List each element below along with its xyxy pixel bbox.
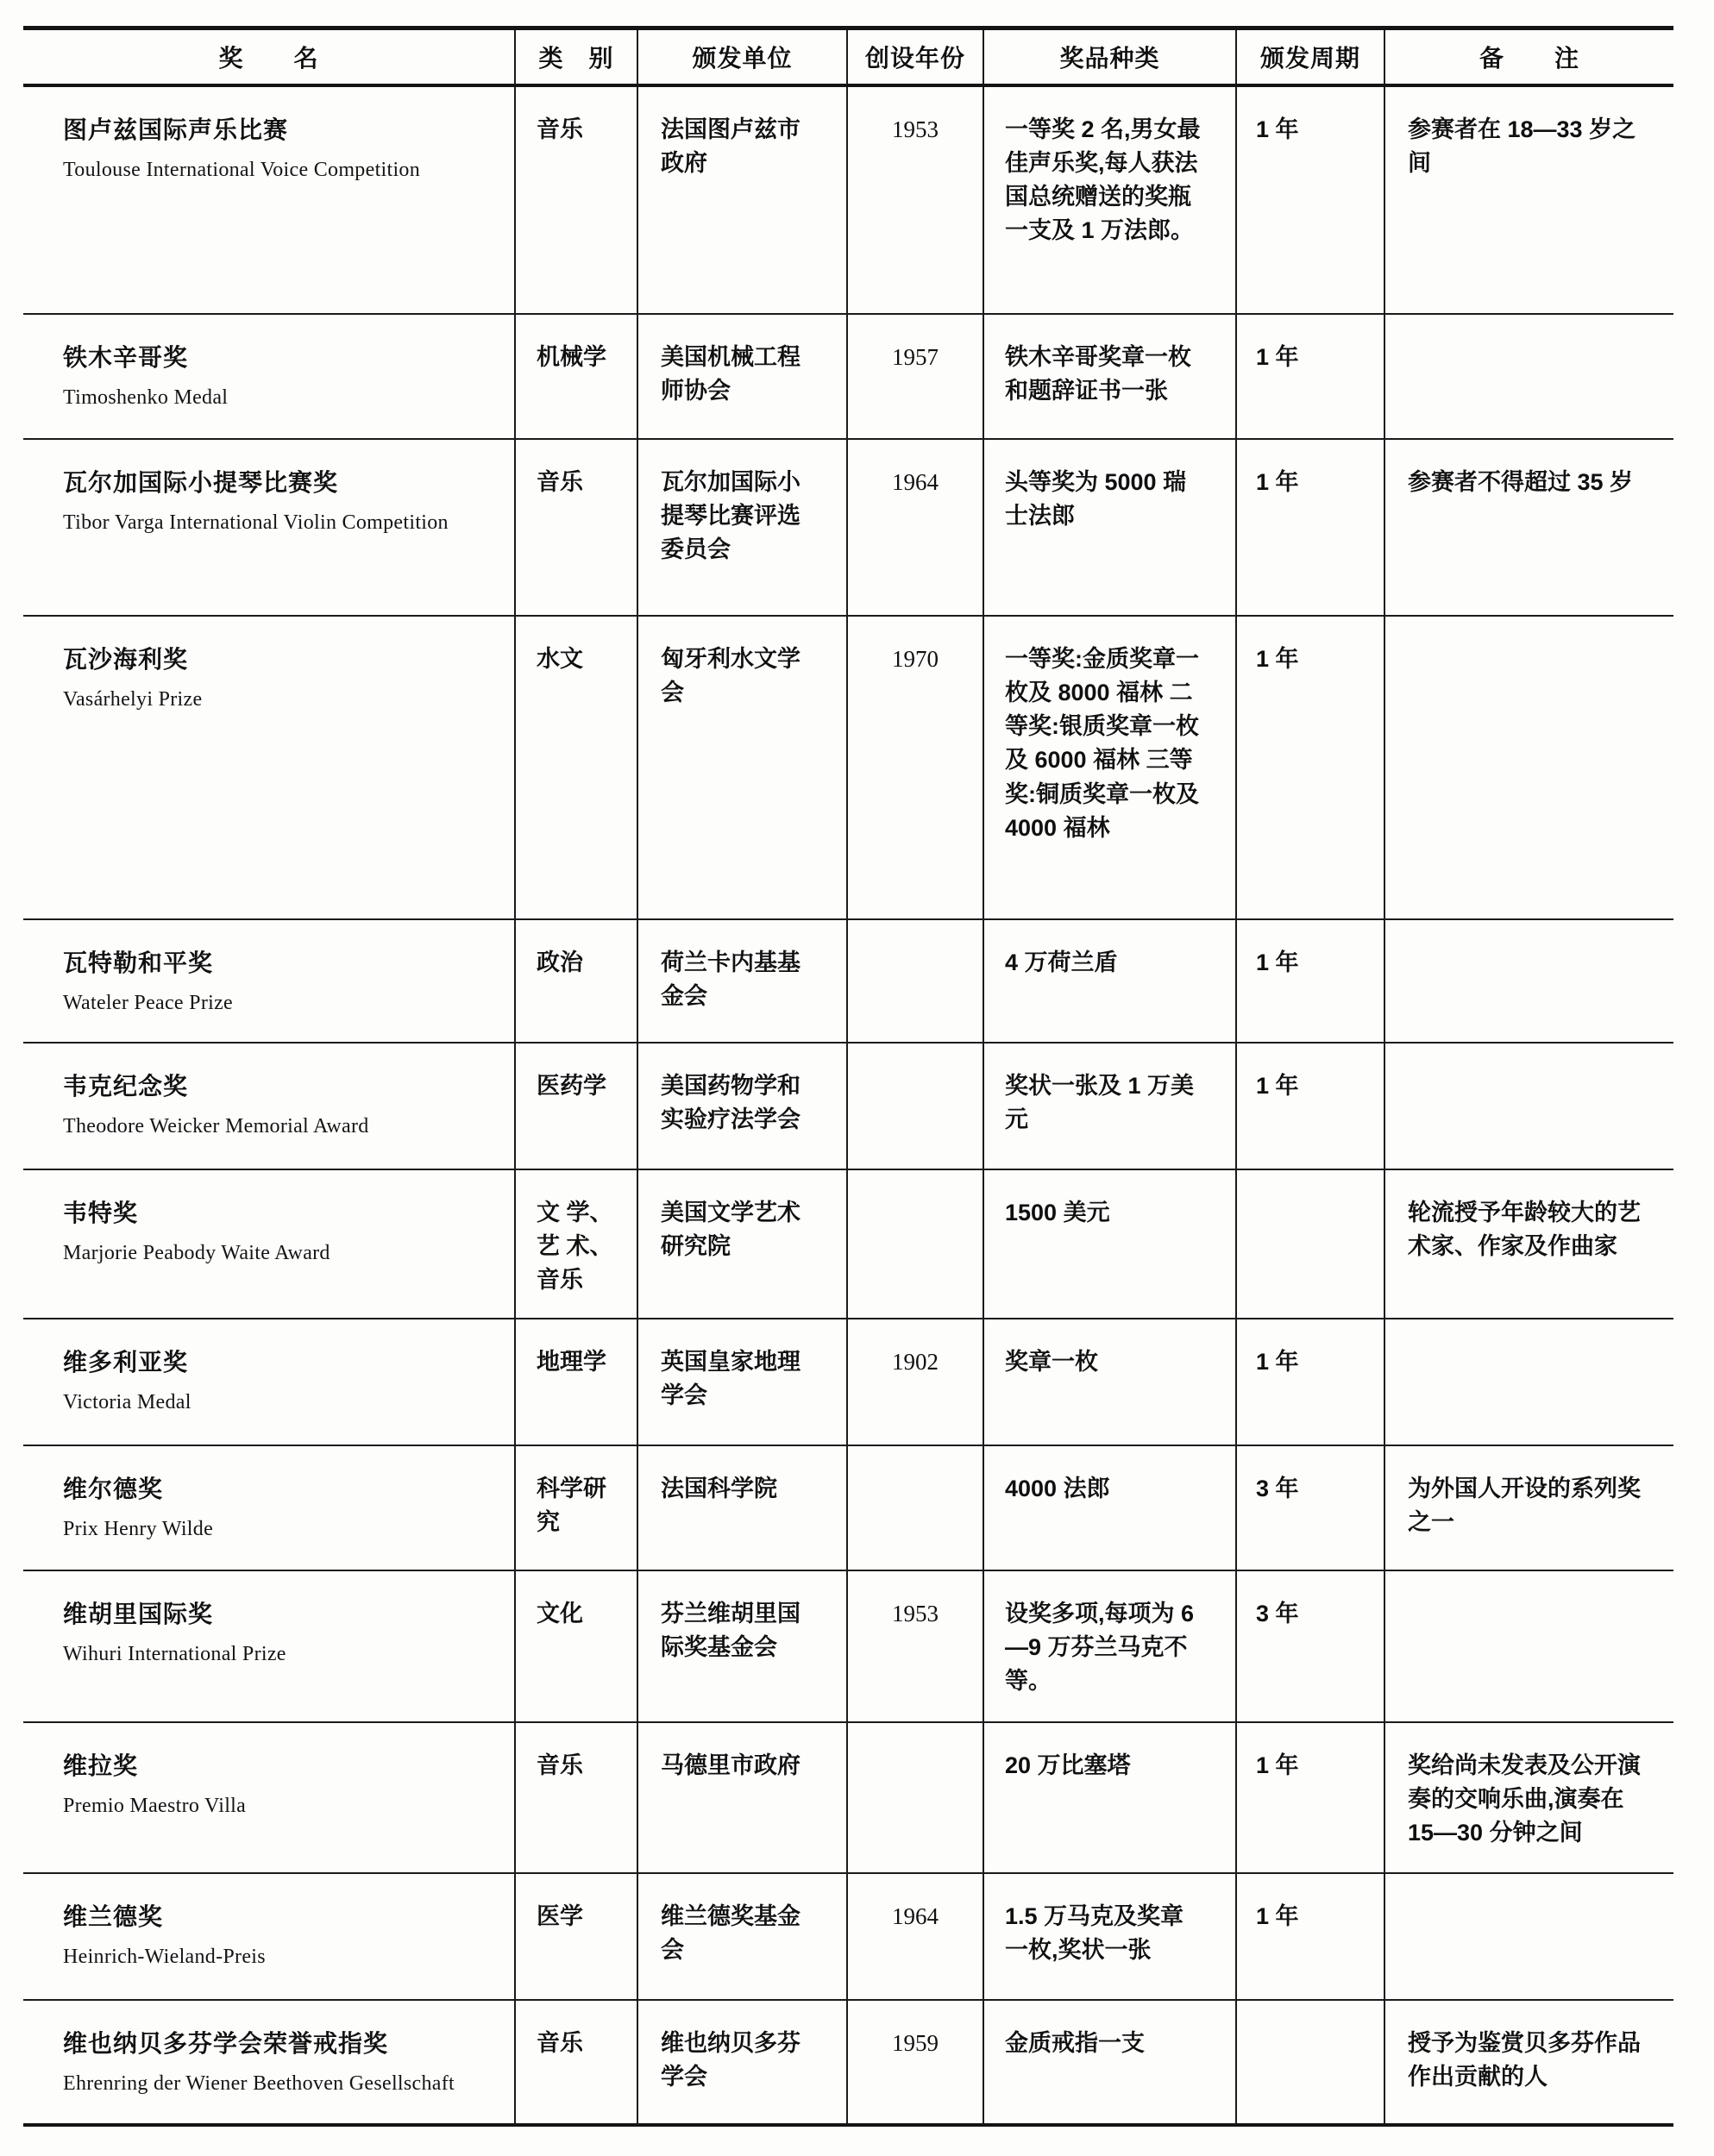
year-cell [847,1043,983,1169]
remarks-cell: 参赛者在 18—33 岁之间 [1408,116,1636,177]
award-name-cell [23,1043,515,1169]
category-cell: 音乐 [515,2000,637,2125]
prize-cell: 一等奖:金质奖章一枚及 8000 福林 二等奖:银质奖章一枚及 6000 福林 三等奖:铜质奖章一枚及 4000 福林 [983,616,1236,919]
award-name-en: Heinrich-Wieland-Preis [63,1945,266,1968]
award-name-zh: 维多利亚奖 [63,1349,189,1376]
period-cell: 1 年 [1236,919,1384,1043]
award-name-cell [23,1570,515,1722]
period-cell: 3 年 [1236,1445,1384,1570]
period-cell [1236,2000,1384,2125]
award-name-cell [23,85,515,314]
award-name-cell [23,1445,515,1570]
column-header-year: 创设年份 [847,28,983,86]
award-name-zh: 铁木辛哥奖 [63,344,189,371]
prize-cell: 金质戒指一支 [983,2000,1236,2125]
prize-cell: 奖状一张及 1 万美元 [983,1043,1236,1169]
award-name-cell [23,2000,515,2125]
category-cell: 文化 [515,1570,637,1722]
award-name-cell [23,439,515,616]
category-cell: 音乐 [515,1722,637,1873]
issuer-cell: 匈牙利水文学会 [637,616,847,919]
period-cell: 1 年 [1236,1319,1384,1445]
period-cell: 1 年 [1236,1722,1384,1873]
award-name-zh: 瓦特勒和平奖 [63,950,214,976]
award-name-en: Victoria Medal [63,1390,191,1413]
remarks-cell [1384,616,1673,919]
award-name-en: Marjorie Peabody Waite Award [63,1241,330,1264]
remarks-cell [1384,919,1673,1043]
award-name-zh: 瓦沙海利奖 [63,646,189,673]
issuer-cell: 芬兰维胡里国际奖基金会 [637,1570,847,1722]
column-header-award-name: 奖 名 [23,28,515,86]
table-row [23,1873,1673,2000]
year-cell: 1902 [847,1319,983,1445]
award-name-en: Ehrenring der Wiener Beethoven Gesellschaft [63,2071,455,2095]
column-header-issuer: 颁发单位 [637,28,847,86]
award-name-en: Timoshenko Medal [63,385,229,409]
column-header-category: 类 别 [515,28,637,86]
year-cell [847,1169,983,1319]
remarks-cell: 轮流授予年龄较大的艺术家、作家及作曲家 [1408,1200,1641,1260]
award-name-cell [23,1873,515,2000]
award-name-zh: 维尔德奖 [63,1476,164,1502]
column-header-remarks: 备 注 [1384,28,1673,86]
period-cell: 1 年 [1236,439,1384,616]
issuer-cell: 荷兰卡内基基金会 [637,919,847,1043]
prize-cell: 一等奖 2 名,男女最佳声乐奖,每人获法国总统赠送的奖瓶一支及 1 万法郎。 [983,85,1236,314]
award-name-zh: 维兰德奖 [63,1903,164,1930]
issuer-cell: 马德里市政府 [637,1722,847,1873]
awards-table [23,26,1673,2127]
table-row [23,1570,1673,1722]
award-name-cell [23,1319,515,1445]
award-name-en: Prix Henry Wilde [63,1517,214,1540]
table-row [23,314,1673,439]
issuer-cell: 法国科学院 [637,1445,847,1570]
category-cell: 水文 [515,616,637,919]
issuer-cell: 维兰德奖基金会 [637,1873,847,2000]
prize-cell: 奖章一枚 [983,1319,1236,1445]
award-name-en: Wihuri International Prize [63,1642,286,1665]
year-cell: 1953 [847,85,983,314]
award-name-zh: 韦特奖 [63,1200,139,1226]
category-cell: 地理学 [515,1319,637,1445]
year-cell: 1959 [847,2000,983,2125]
issuer-cell: 美国文学艺术研究院 [637,1169,847,1319]
award-name-zh: 图卢兹国际声乐比赛 [63,116,289,143]
remarks-cell [1384,1873,1673,2000]
award-name-cell [23,616,515,919]
award-name-en: Premio Maestro Villa [63,1794,247,1817]
table-row [23,2000,1673,2125]
issuer-cell: 维也纳贝多芬学会 [637,2000,847,2125]
award-name-cell [23,1169,515,1319]
award-name-en: Theodore Weicker Memorial Award [63,1114,369,1138]
award-name-cell [23,1722,515,1873]
prize-cell: 设奖多项,每项为 6—9 万芬兰马克不等。 [983,1570,1236,1722]
award-name-en: Toulouse International Voice Competition [63,158,421,181]
year-cell [847,919,983,1043]
remarks-cell [1384,1043,1673,1169]
period-cell: 1 年 [1236,616,1384,919]
prize-cell: 头等奖为 5000 瑞士法郎 [983,439,1236,616]
issuer-cell: 法国图卢兹市政府 [637,85,847,314]
prize-cell: 4000 法郎 [983,1445,1236,1570]
period-cell [1236,1169,1384,1319]
remarks-cell [1384,1319,1673,1445]
year-cell: 1957 [847,314,983,439]
category-cell: 政治 [515,919,637,1043]
table-row [23,1445,1673,1570]
remarks-cell [1384,1570,1673,1722]
category-cell: 科学研究 [515,1445,637,1570]
awards-table-header [23,28,1673,86]
category-cell: 文 学、艺 术、音乐 [515,1169,637,1319]
award-name-zh: 韦克纪念奖 [63,1073,189,1100]
award-name-zh: 维拉奖 [63,1752,139,1779]
column-header-prize-type: 奖品种类 [983,28,1236,86]
category-cell: 机械学 [515,314,637,439]
award-name-zh: 维也纳贝多芬学会荣誉戒指奖 [63,2030,389,2057]
category-cell: 医学 [515,1873,637,2000]
table-row [23,1169,1673,1319]
column-header-period: 颁发周期 [1236,28,1384,86]
award-name-zh: 维胡里国际奖 [63,1601,214,1627]
award-name-zh: 瓦尔加国际小提琴比赛奖 [63,469,339,496]
table-row [23,616,1673,919]
prize-cell: 20 万比塞塔 [983,1722,1236,1873]
period-cell: 1 年 [1236,1873,1384,2000]
category-cell: 医药学 [515,1043,637,1169]
table-row [23,1722,1673,1873]
issuer-cell: 英国皇家地理学会 [637,1319,847,1445]
award-name-en: Wateler Peace Prize [63,991,233,1014]
issuer-cell: 美国机械工程师协会 [637,314,847,439]
table-row [23,85,1673,314]
category-cell: 音乐 [515,85,637,314]
award-name-en: Vasárhelyi Prize [63,687,203,711]
year-cell: 1970 [847,616,983,919]
period-cell: 3 年 [1236,1570,1384,1722]
remarks-cell: 参赛者不得超过 35 岁 [1408,469,1634,495]
remarks-cell: 奖给尚未发表及公开演奏的交响乐曲,演奏在 15—30 分钟之间 [1408,1752,1641,1846]
year-cell: 1953 [847,1570,983,1722]
period-cell: 1 年 [1236,314,1384,439]
awards-table-body [23,85,1673,2125]
year-cell [847,1722,983,1873]
year-cell: 1964 [847,439,983,616]
remarks-cell [1384,314,1673,439]
award-name-en: Tibor Varga International Violin Competition [63,511,449,534]
period-cell: 1 年 [1236,1043,1384,1169]
award-name-cell [23,314,515,439]
year-cell: 1964 [847,1873,983,2000]
category-cell: 音乐 [515,439,637,616]
table-row [23,1319,1673,1445]
year-cell [847,1445,983,1570]
prize-cell: 1500 美元 [983,1169,1236,1319]
prize-cell: 1.5 万马克及奖章一枚,奖状一张 [983,1873,1236,2000]
table-row [23,1043,1673,1169]
table-row [23,439,1673,616]
header-row [23,28,1673,86]
prize-cell: 4 万荷兰盾 [983,919,1236,1043]
prize-cell: 铁木辛哥奖章一枚和题辞证书一张 [983,314,1236,439]
table-row [23,919,1673,1043]
issuer-cell: 美国药物学和实验疗法学会 [637,1043,847,1169]
remarks-cell: 为外国人开设的系列奖之一 [1408,1476,1641,1536]
period-cell: 1 年 [1236,85,1384,314]
issuer-cell: 瓦尔加国际小提琴比赛评选委员会 [637,439,847,616]
remarks-cell: 授予为鉴赏贝多芬作品作出贡献的人 [1408,2030,1641,2090]
award-name-cell [23,919,515,1043]
